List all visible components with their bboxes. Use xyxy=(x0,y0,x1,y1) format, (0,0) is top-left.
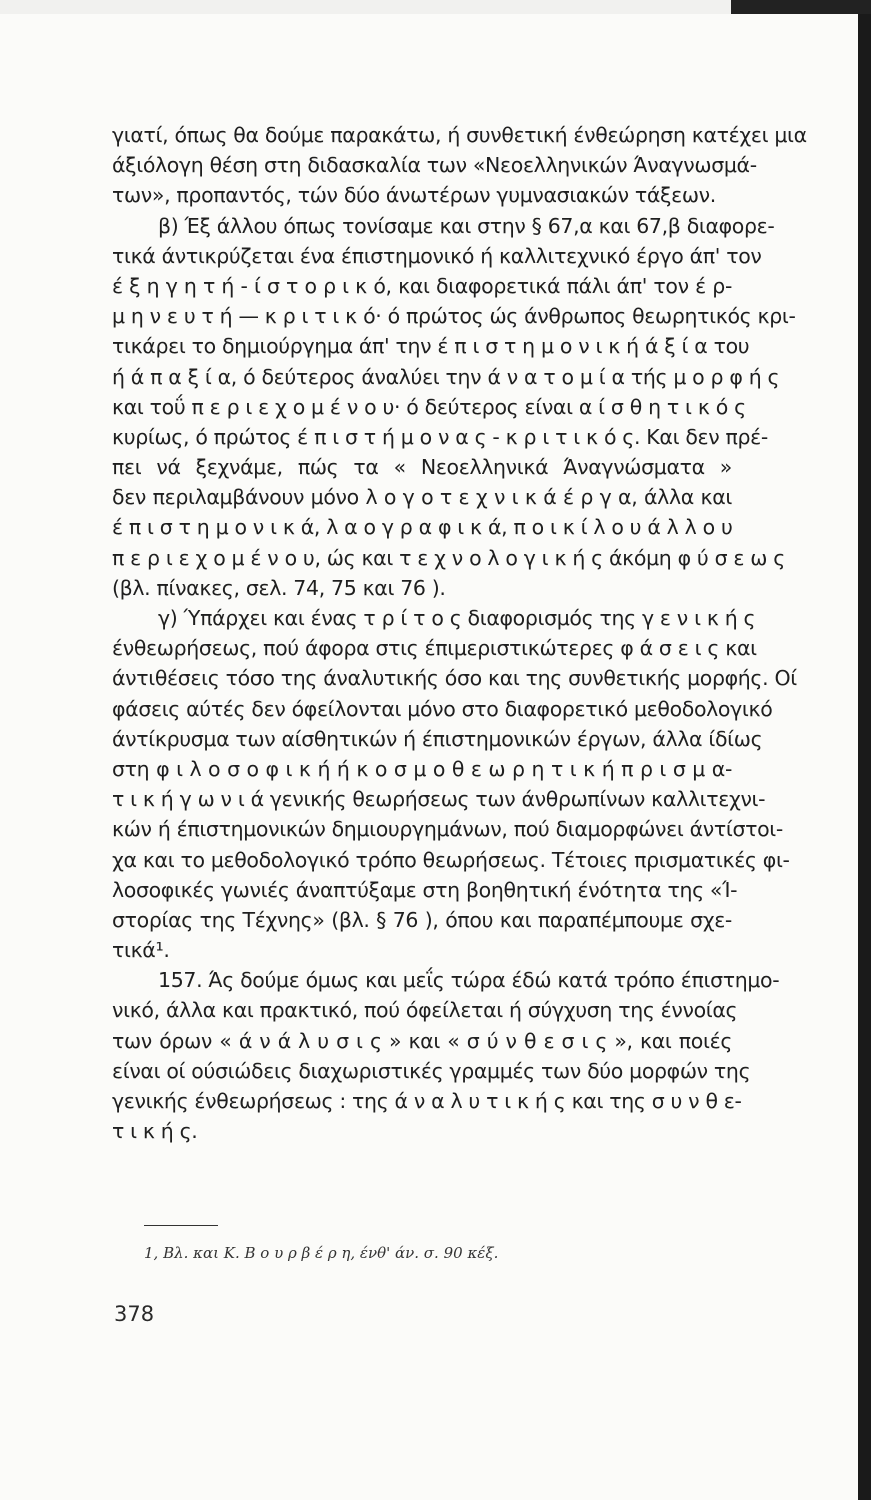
text-line: δεν περιλαμβάνουν μόνο λ ο γ ο τ ε χ ν ι κ ά έ ρ γ α, άλλα και xyxy=(112,485,732,510)
text-line: λοσοφικές γωνιές άναπτύξαμε στη βοηθητική ένότητα της «Ί- xyxy=(112,877,738,902)
text-line: άντίκρυσμα των αίσθητικών ή έπιστημονικών έργων, άλλα ίδίως xyxy=(112,726,763,751)
text-line: μ η ν ε υ τ ή — κ ρ ι τ ι κ ό· ό πρώτος ώς άνθρωπος θεωρητικός κρι- xyxy=(112,304,796,329)
text-line: των», προπαντός, τών δύο άνωτέρων γυμνασιακών τάξεων. xyxy=(112,183,716,208)
text-line: των όρων « ά ν ά λ υ σ ι ς » και « σ ύ ν θ ε σ ι ς », και ποιές xyxy=(112,1028,732,1053)
scan-dark-corner xyxy=(731,0,871,14)
text-line: τ ι κ ή ς. xyxy=(112,1119,198,1144)
footnote-divider xyxy=(144,1225,218,1226)
text-line: γιατί, όπως θα δούμε παρακάτω, ή συνθετική ένθεώρηση κατέχει μια xyxy=(112,123,807,147)
text-line: είναι οί ούσιώδεις διαχωριστικές γραμμές των δύο μορφών της xyxy=(112,1058,751,1083)
text-line: γ) Ύπάρχει και ένας τ ρ ί τ ο ς διαφορισμός της γ ε ν ι κ ή ς xyxy=(158,606,756,630)
text-line: τικά¹. xyxy=(112,938,170,963)
scan-top-edge xyxy=(0,0,871,14)
text-line: και τοΰ π ε ρ ι ε χ ο μ έ ν ο υ· ό δεύτερος είναι α ί σ θ η τ ι κ ό ς xyxy=(112,394,746,419)
text-line: β) Έξ άλλου όπως τονίσαμε και στην § 67,α και 67,β διαφορε- xyxy=(158,213,775,238)
text-line: στη φ ι λ ο σ ο φ ι κ ή ή κ ο σ μ ο θ ε ω ρ η τ ι κ ή π ρ ι σ μ α- xyxy=(112,756,732,781)
text-line: φάσεις αύτές δεν όφείλονται μόνο στο διαφορετικό μεθοδολογικό xyxy=(112,696,773,721)
text-line: τικάρει το δημιούργημα άπ' την έ π ι σ τ η μ ο ν ι κ ή ά ξ ί α του xyxy=(112,334,750,359)
text-line: πει νά ξεχνάμε, πώς τα « Νεοελληνικά Άναγνώσματα » xyxy=(112,455,732,480)
text-line: ένθεωρήσεως, πού άφορα στις έπιμεριστικώτερες φ ά σ ε ι ς και xyxy=(112,636,757,661)
text-line: άξιόλογη θέση στη διδασκαλία των «Νεοελληνικών Άναγνωσμά- xyxy=(112,153,757,178)
text-line: κών ή έπιστημονικών δημιουργημάνων, πού διαμορφώνει άντίστοι- xyxy=(112,817,783,842)
text-line: (βλ. πίνακες, σελ. 74, 75 και 76 ). xyxy=(112,575,446,600)
text-line: τ ι κ ή γ ω ν ι ά γενικής θεωρήσεως των άνθρωπίνων καλλιτεχνι- xyxy=(112,787,766,812)
text-line: νικό, άλλα και πρακτικό, πού όφείλεται ή σύγχυση της έννοίας xyxy=(112,998,738,1023)
text-line: έ π ι σ τ η μ ο ν ι κ ά, λ α ο γ ρ α φ ι κ ά, π ο ι κ ί λ ο υ ά λ λ ο υ xyxy=(112,515,733,540)
text-line: π ε ρ ι ε χ ο μ έ ν ο υ, ώς και τ ε χ ν ο λ ο γ ι κ ή ς άκόμη φ ύ σ ε ω ς xyxy=(112,545,785,570)
text-line: έ ξ η γ η τ ή - ί σ τ ο ρ ι κ ό, και διαφορετικά πάλι άπ' τον έ ρ- xyxy=(112,273,732,298)
text-line: 157. Άς δούμε όμως και μεΐς τώρα έδώ κατά τρόπο έπιστημο- xyxy=(158,968,780,993)
body-text xyxy=(112,120,807,1146)
page-number: 378 xyxy=(114,1302,155,1326)
text-line: τικά άντικρύζεται ένα έπιστημονικό ή καλλιτεχνικό έργο άπ' τον xyxy=(112,243,762,268)
text-line: κυρίως, ό πρώτος έ π ι σ τ ή μ ο ν α ς - κ ρ ι τ ι κ ό ς. Και δεν πρέ- xyxy=(112,424,768,449)
footnote: 1, Βλ. και Κ. Β ο υ ρ β έ ρ η, ένθ' άν. σ. 90 κέξ. xyxy=(144,1244,499,1262)
text-line: στορίας της Τέχνης» (βλ. § 76 ), όπου και παραπέμπουμε σχε- xyxy=(112,907,732,932)
text-line: γενικής ένθεωρήσεως : της ά ν α λ υ τ ι κ ή ς και της σ υ ν θ ε- xyxy=(112,1089,742,1113)
text-line: χα και το μεθοδολογικό τρόπο θεωρήσεως. Τέτοιες πρισματικές φι- xyxy=(112,847,790,872)
text-line: ή ά π α ξ ί α, ό δεύτερος άναλύει την ά ν α τ ο μ ί α τής μ ο ρ φ ή ς xyxy=(112,364,780,389)
text-line: άντιθέσεις τόσο της άναλυτικής όσο και της συνθετικής μορφής. Οί xyxy=(112,666,797,691)
scan-right-edge xyxy=(858,14,871,1500)
